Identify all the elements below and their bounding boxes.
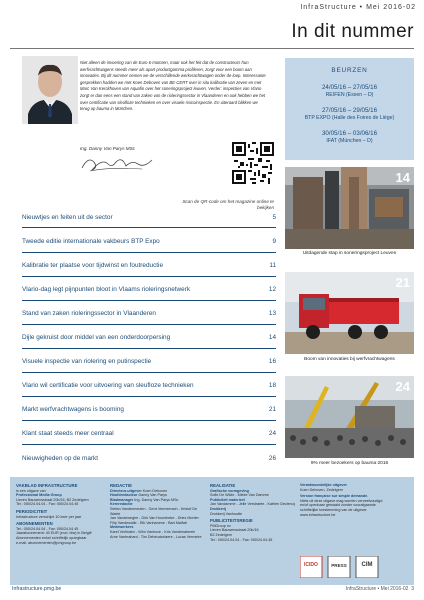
beurs-name: IFAT (München – D)	[326, 138, 373, 144]
colophon-text: Niets uit deze uitgave mag worden verveelvoudigd	[300, 498, 383, 503]
colophon-label: Medewerkers	[110, 525, 134, 530]
toc-item[interactable]	[22, 303, 276, 322]
toc-title: Stand van zaken rioleringssector in Vlaanderen	[22, 310, 156, 317]
colophon-label: Drukkerij	[210, 506, 226, 511]
feature-image-sewer-project[interactable]	[285, 167, 414, 249]
page-number: 3	[411, 586, 414, 592]
colophon-text: Sofie De Wilde - Mieke Van Damme	[210, 493, 269, 498]
toc-item[interactable]	[22, 448, 276, 467]
colophon-text: Lieven Bauwensstraat 20b/16, B2 Zedelgem	[16, 497, 89, 502]
logo-label: CIM	[361, 562, 373, 568]
colophon-heading: PERIODICITEIT	[16, 508, 48, 514]
colophon-text: Tel.: 050/24.04.04 - Fax: 050/24.04.45	[210, 537, 273, 542]
toc-page: 13	[268, 310, 276, 317]
beurs-dates: 30/05/16 – 03/06/16	[321, 130, 378, 137]
toc-item[interactable]	[22, 207, 276, 226]
colophon-text: PMGroup nv	[210, 523, 231, 528]
toc-page: 9	[272, 238, 276, 245]
toc-page: 16	[268, 358, 276, 365]
toc-item[interactable]	[22, 279, 276, 298]
colophon-heading: ABONNEMENTEN	[16, 521, 53, 527]
toc-title: Markt werfvrachtwagens is booming	[22, 406, 124, 413]
toc-title: Vlario wil certificatie voor uitvoering van sleufloze technieken	[22, 382, 194, 389]
colophon-text: Drukkerij Vanhoutte	[210, 511, 243, 516]
toc-divider	[22, 276, 276, 277]
page-title: In dit nummer	[291, 21, 414, 42]
colophon-text: en/of openbaar gemaakt zonder voorafgaande	[300, 503, 376, 508]
toc-divider	[22, 348, 276, 349]
colophon-text: Infrastructure verschijnt 10 keer per jaar	[16, 514, 82, 519]
colophon-heading: VAKBLAD INFRASTRUCTURE	[16, 483, 78, 488]
press-logos	[300, 556, 380, 583]
toc-item[interactable]	[22, 375, 276, 394]
toc-page: 21	[268, 406, 276, 413]
logo-label: ICIDO	[304, 562, 318, 568]
beurs-dates: 24/05/16 – 27/05/16	[321, 84, 378, 91]
beurs-dates: 27/05/16 – 29/05/16	[321, 107, 378, 114]
beurs-name: BTP EXPO (Halle des Foires de Liège)	[304, 115, 395, 121]
qr-instruction: Scan de QR-code om het magazine online te bekijken	[182, 199, 274, 211]
colophon-text: Ing. Danny Van Parys MSc	[134, 497, 179, 502]
feature-page-number: 24	[395, 379, 410, 394]
toc-page: 24	[268, 430, 276, 437]
toc-divider	[22, 252, 276, 253]
colophon-label: Directeur-uitgever	[110, 488, 142, 493]
toc-item[interactable]	[22, 351, 276, 370]
editor-name: Ing. Danny Van Parys MSc	[80, 146, 135, 151]
toc-divider	[22, 396, 276, 397]
colophon-legal	[300, 483, 410, 517]
toc-item[interactable]	[22, 255, 276, 274]
toc-divider	[22, 420, 276, 421]
beurzen-title: BEURZEN	[331, 67, 368, 74]
colophon-label: Publiciteit materieel	[210, 497, 245, 502]
colophon-text: Tel.: 050/24.04.04 - Fax: 050/24.04.45	[16, 526, 79, 531]
beurs-name: REIFEN (Essen – D)	[325, 92, 374, 98]
toc-page: 5	[272, 214, 276, 221]
feature-caption: 9% meer bezoekers op bauma 2016	[310, 461, 389, 466]
toc-item[interactable]	[22, 423, 276, 442]
toc-title: Klant staat steeds meer centraal	[22, 430, 114, 437]
colophon-label: Kernredactie	[110, 502, 133, 507]
feature-caption: Boom van innovaties bij werfvrachtwagens	[304, 357, 395, 362]
colophon-production	[210, 483, 296, 542]
colophon-text: Lieven Bauwensstraat 20b/16	[210, 528, 259, 533]
editorial-intro: Niet alleen de invoering van de Euro 6-motoren, maar ook het feit dat de constructeurs hun werfvrachtwagens steeds meer als apart productgamma profileren, zorgt voor een boom aan innovaties. Bij dit nummer nemen we de verschillende werkvrachtwagen onder de loep. Interessante gesprekken hadden we met Koen Deboven van BE-CERT over in situ kalibratie van zeven en met Marc Van Kerckhoven van Aquafin over het soneringsproject leuven. Verder: inspecties van Vlario zorgt er dan eens een stand van zaken van de rioleringssector in Vlaanderen en ook hebben we het over certificatie van sleufloze technieken en over visuele risicoinspectie. En uiteraard blikken we terug op bauma in München.	[80, 60, 266, 112]
colophon-label: Grafische vormgeving	[210, 488, 249, 493]
colophon-label: Verantwoordelijke uitgever	[300, 483, 347, 487]
colophon-publisher	[16, 483, 108, 545]
beurzen-box	[285, 58, 414, 160]
logo-label: PRESS	[331, 563, 347, 568]
colophon-text: Tel.: 050/24.04.04 - Fax: 050/24.04.45	[16, 502, 79, 507]
feature-image-truck[interactable]	[285, 272, 414, 354]
colophon-text: B2 Zedelgem	[210, 532, 232, 537]
colophon-text: Stefan Vandermeulen - Gerd Vermeersch - Kristof De Waele	[110, 506, 198, 516]
toc-title: Kalibratie ter plaatse voor tijdwinst en foutreductie	[22, 262, 164, 269]
page-footer	[346, 586, 414, 592]
toc-item[interactable]	[22, 399, 276, 418]
colophon-text: Jan Vandeweghe - Dirk Van Hoorebeke - Dries Mortier	[110, 516, 199, 521]
toc-divider	[22, 444, 276, 445]
publication-header: InfraStructure • Mei 2016-02	[300, 4, 416, 11]
toc-divider	[22, 372, 276, 373]
editor-signature	[80, 152, 156, 174]
toc-title: Visuele inspectie van riolering en putinspectie	[22, 358, 152, 365]
colophon-text: Filip Vandewalle - Rik Vanhamme - Bart Malfait	[110, 520, 187, 525]
toc-page: 18	[268, 382, 276, 389]
website-link[interactable]: Infrastructure.pmg.be	[12, 586, 62, 592]
colophon	[10, 477, 414, 585]
colophon-text: Jan Vandamme - Jelle Verstraete - Katrien Declercq	[210, 502, 295, 507]
colophon-text: schriftelijke toestemming van de uitgever.	[300, 507, 368, 512]
colophon-text: e-mail: abonnementen@pmgroup.be	[16, 540, 77, 545]
qr-code[interactable]	[232, 142, 274, 184]
feature-page-number: 14	[395, 170, 410, 185]
footer-publication: InfraStructure • Mei 2016-02	[345, 586, 409, 592]
colophon-text: Abonnementen enkel schriftelijk opzegbaar	[16, 535, 87, 540]
colophon-text: is een uitgave van	[16, 488, 46, 493]
colophon-text: Arne Vanbrabant - Tim Debeuckelaere - Lucas Vermeire	[110, 534, 202, 539]
toc-divider	[22, 227, 276, 228]
colophon-label: Professional Media Group	[16, 493, 62, 498]
colophon-label: Bladmanager	[110, 497, 134, 502]
toc-title: Nieuwigheden op de markt	[22, 455, 99, 462]
colophon-text: Jaarabonnement: 40 EUR (excl. btw) in België	[16, 531, 92, 536]
colophon-label: Version française sur simple demande.	[300, 494, 369, 499]
toc-item[interactable]	[22, 327, 276, 346]
colophon-heading: PUBLICITEITSREGIE	[210, 518, 253, 524]
feature-caption: Uitdagende stap in soneringsproject Leuven	[302, 251, 397, 256]
toc-item[interactable]	[22, 231, 276, 250]
feature-image-bauma[interactable]	[285, 376, 414, 458]
toc-page: 14	[268, 334, 276, 341]
colophon-text: Koen Deboven	[142, 488, 168, 493]
toc-title: Nieuwtjes en feiten uit de sector	[22, 214, 113, 221]
colophon-text: Karel Verlinden - Wim Vanhove - Kris Vandenabeele	[110, 529, 196, 534]
colophon-label: Hoofdredacteur	[110, 493, 138, 498]
colophon-text: Danny Van Parys	[138, 493, 167, 498]
colophon-editorial	[110, 483, 208, 539]
colophon-heading: REDACTIE	[110, 483, 132, 488]
toc-title: Dijle gekruist door middel van een onderdoorpersing	[22, 334, 171, 341]
toc-title: Vlario-dag legt pijnpunten bloot in Vlaams rioleringsnetwerk	[22, 286, 191, 293]
header-divider	[10, 48, 414, 49]
toc-page: 26	[268, 455, 276, 462]
editor-photo	[22, 56, 78, 124]
feature-page-number: 21	[395, 275, 410, 290]
toc-title: Tweede editie internationale vakbeurs BTP Expo	[22, 238, 160, 245]
toc-page: 11	[269, 262, 276, 269]
toc-divider	[22, 324, 276, 325]
toc-page: 12	[268, 286, 276, 293]
colophon-heading: REALISATIE	[210, 483, 236, 488]
colophon-text: www.infrastructure.be	[300, 512, 336, 517]
colophon-text: Koen Deboven, Zedelgem	[300, 487, 343, 492]
toc-divider	[22, 300, 276, 301]
